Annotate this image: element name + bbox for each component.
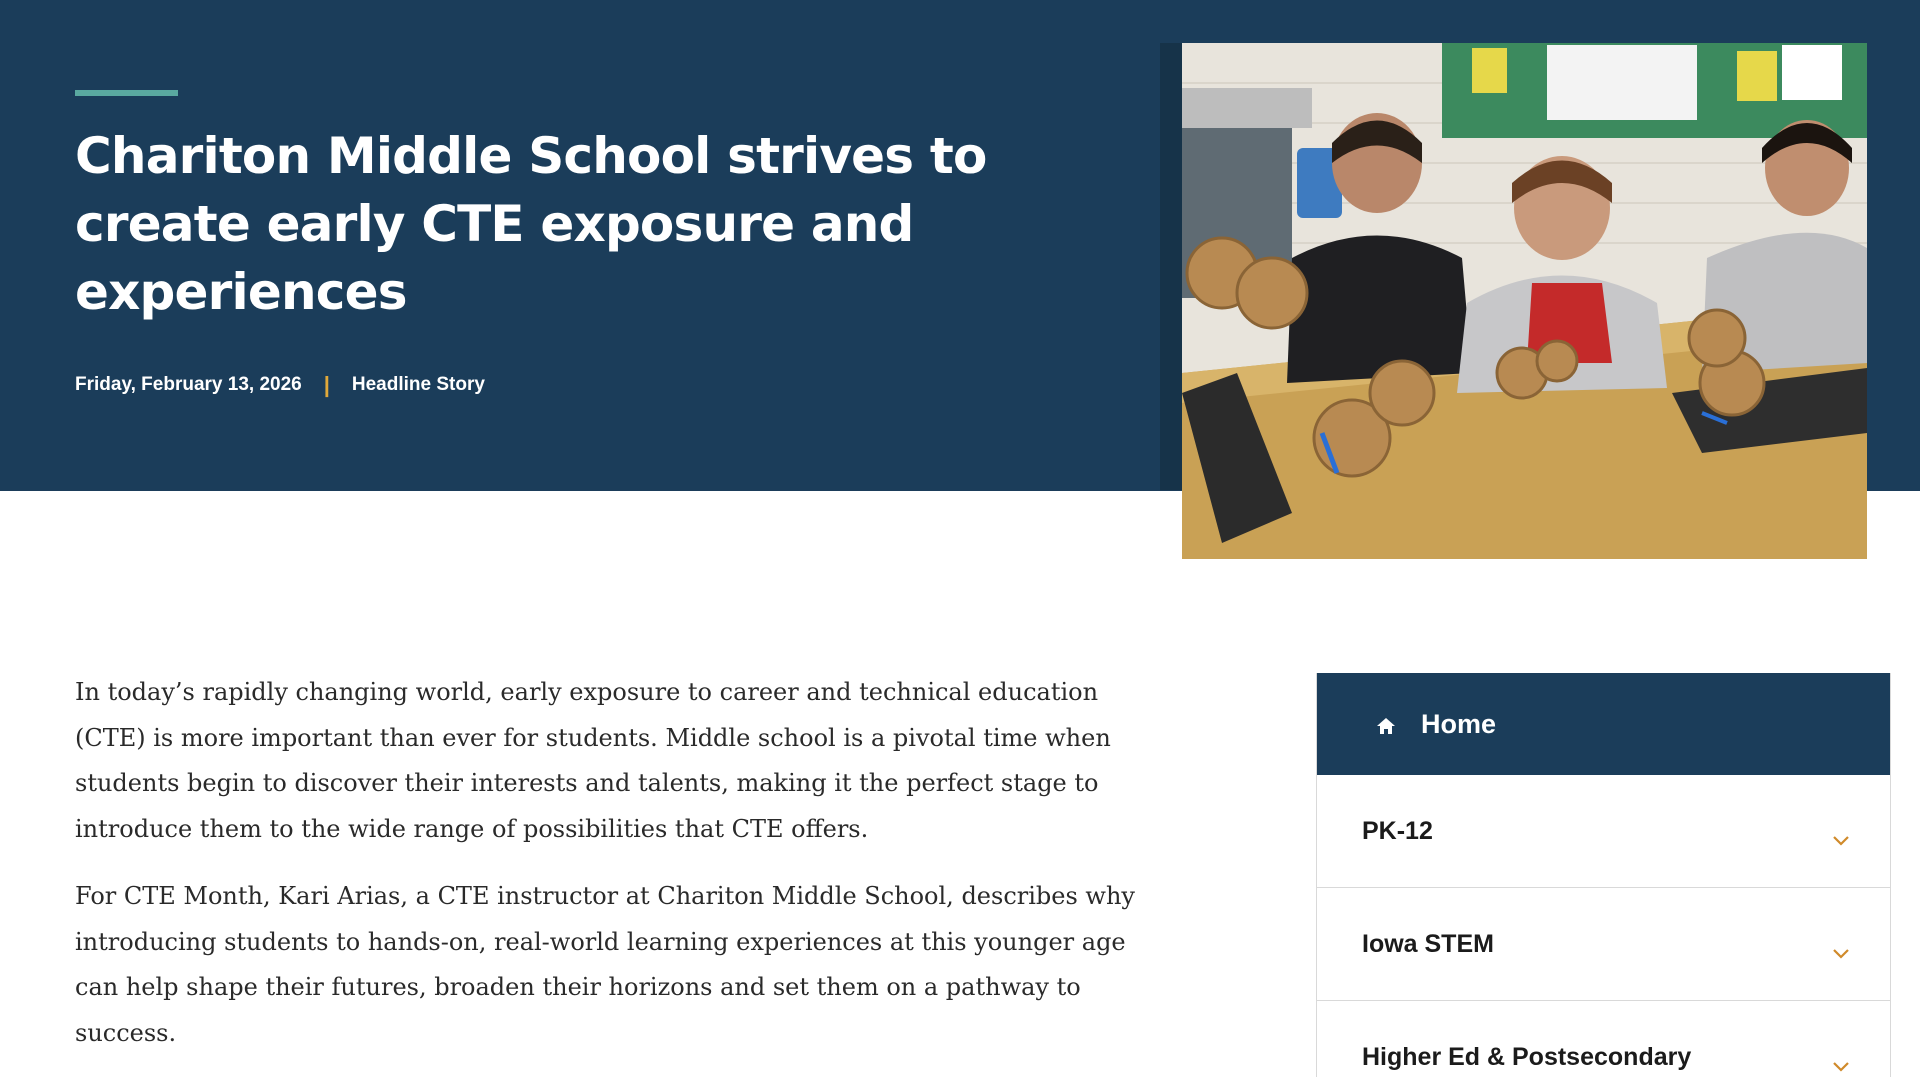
- nav-item-label: Iowa STEM: [1362, 929, 1494, 958]
- nav-item-pk-12[interactable]: [1317, 775, 1890, 888]
- home-icon: [1375, 713, 1397, 735]
- article-paragraph: In today’s rapidly changing world, early exposure to career and technical education (CTE) is more important than ever for students. Middle school is a pivotal time when students begin to discover their interests and talents, making it the perfect stage to introduce them to the wide range of possibilities that CTE offers.: [75, 678, 1111, 843]
- chevron-down-icon[interactable]: [1832, 1051, 1850, 1063]
- article-meta: [75, 372, 485, 398]
- chevron-down-icon[interactable]: [1832, 825, 1850, 837]
- side-navigation: [1316, 673, 1891, 1077]
- article-body: [75, 670, 1135, 1077]
- nav-item-label: PK-12: [1362, 816, 1433, 845]
- nav-item-label: Higher Ed & Postsecondary: [1362, 1042, 1692, 1071]
- category-label[interactable]: Headline Story: [351, 374, 485, 395]
- chevron-down-icon[interactable]: [1832, 938, 1850, 950]
- publish-date: Friday, February 13, 2026: [75, 374, 302, 395]
- hero-photo-illustration: [1182, 43, 1867, 559]
- hero-photo: [1182, 43, 1867, 559]
- meta-separator: |: [323, 372, 330, 397]
- photo-shadow: [1160, 43, 1184, 490]
- nav-home-label: Home: [1421, 708, 1497, 739]
- nav-item-higher-ed[interactable]: [1317, 1001, 1890, 1077]
- nav-home-link[interactable]: [1317, 673, 1890, 775]
- page-title: Chariton Middle School strives to create early CTE exposure and experiences: [75, 127, 987, 321]
- accent-line: [75, 90, 178, 96]
- article-paragraph: For CTE Month, Kari Arias, a CTE instructor at Chariton Middle School, describes why introducing students to hands-on, real-world learning experiences at this younger age can help shape their futures, broaden their horizons and set them on a pathway to success.: [75, 882, 1135, 1047]
- nav-item-iowa-stem[interactable]: [1317, 888, 1890, 1001]
